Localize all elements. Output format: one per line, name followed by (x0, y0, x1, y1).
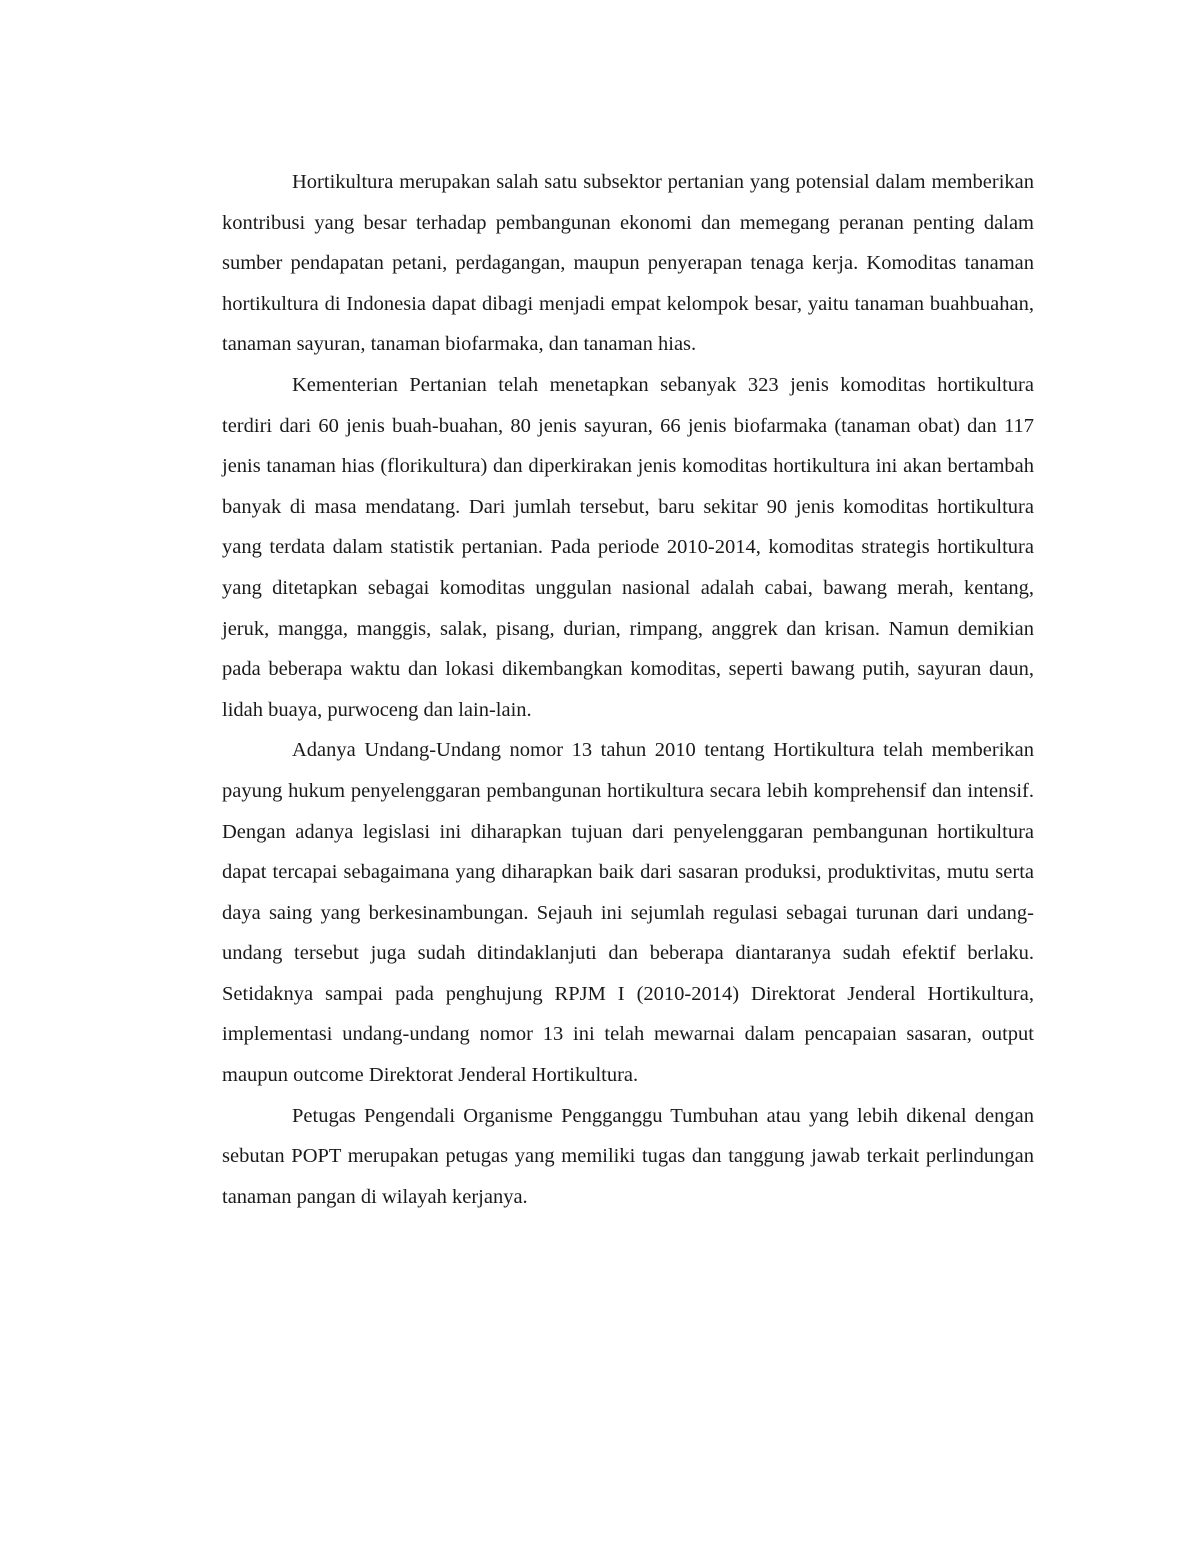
paragraph-hortikultura-intro: Hortikultura merupakan salah satu subsektor pertanian yang potensial dalam memberikan kontribusi yang besar terhadap pembangunan ekonomi dan memegang peranan penting dalam sumber pendapatan petani, perdagangan, maupun penyerapan tenaga kerja. Komoditas tanaman hortikultura di Indonesia dapat dibagi menjadi empat kelompok besar, yaitu tanaman buahbuahan, tanaman sayuran, tanaman biofarmaka, dan tanaman hias. (222, 171, 1034, 356)
paragraph-popt: Petugas Pengendali Organisme Pengganggu Tumbuhan atau yang lebih dikenal dengan sebutan POPT merupakan petugas yang memiliki tugas dan tanggung jawab terkait perlindungan tanaman pangan di wilayah kerjanya. (222, 1104, 1034, 1208)
paragraph-undang-undang: Adanya Undang-Undang nomor 13 tahun 2010 tentang Hortikultura telah memberikan payung hukum penyelenggaran pembangunan hortikultura secara lebih komprehensif dan intensif. Dengan adanya legislasi ini diharapkan tujuan dari penyelenggaran pembangunan hortikultura dapat tercapai sebagaimana yang diharapkan baik dari sasaran produksi, produktivitas, mutu serta daya saing yang berkesinambungan. Sejauh ini sejumlah regulasi sebagai turunan dari undang-undang tersebut juga sudah ditindaklanjuti dan beberapa diantaranya sudah efektif berlaku. Setidaknya sampai pada penghujung RPJM I (2010-2014) Direktorat Jenderal Hortikultura, implementasi undang-undang nomor 13 ini telah mewarnai dalam pencapaian sasaran, output maupun outcome Direktorat Jenderal Hortikultura. (222, 739, 1034, 1087)
body-text (222, 162, 1034, 1217)
paragraph-kementerian-pertanian: Kementerian Pertanian telah menetapkan sebanyak 323 jenis komoditas hortikultura terdiri dari 60 jenis buah-buahan, 80 jenis sayuran, 66 jenis biofarmaka (tanaman obat) dan 117 jenis tanaman hias (florikultura) dan diperkirakan jenis komoditas hortikultura ini akan bertambah banyak di masa mendatang. Dari jumlah tersebut, baru sekitar 90 jenis komoditas hortikultura yang terdata dalam statistik pertanian. Pada periode 2010-2014, komoditas strategis hortikultura yang ditetapkan sebagai komoditas unggulan nasional adalah cabai, bawang merah, kentang, jeruk, mangga, manggis, salak, pisang, durian, rimpang, anggrek dan krisan. Namun demikian pada beberapa waktu dan lokasi dikembangkan komoditas, seperti bawang putih, sayuran daun, lidah buaya, purwoceng dan lain-lain. (222, 373, 1034, 721)
